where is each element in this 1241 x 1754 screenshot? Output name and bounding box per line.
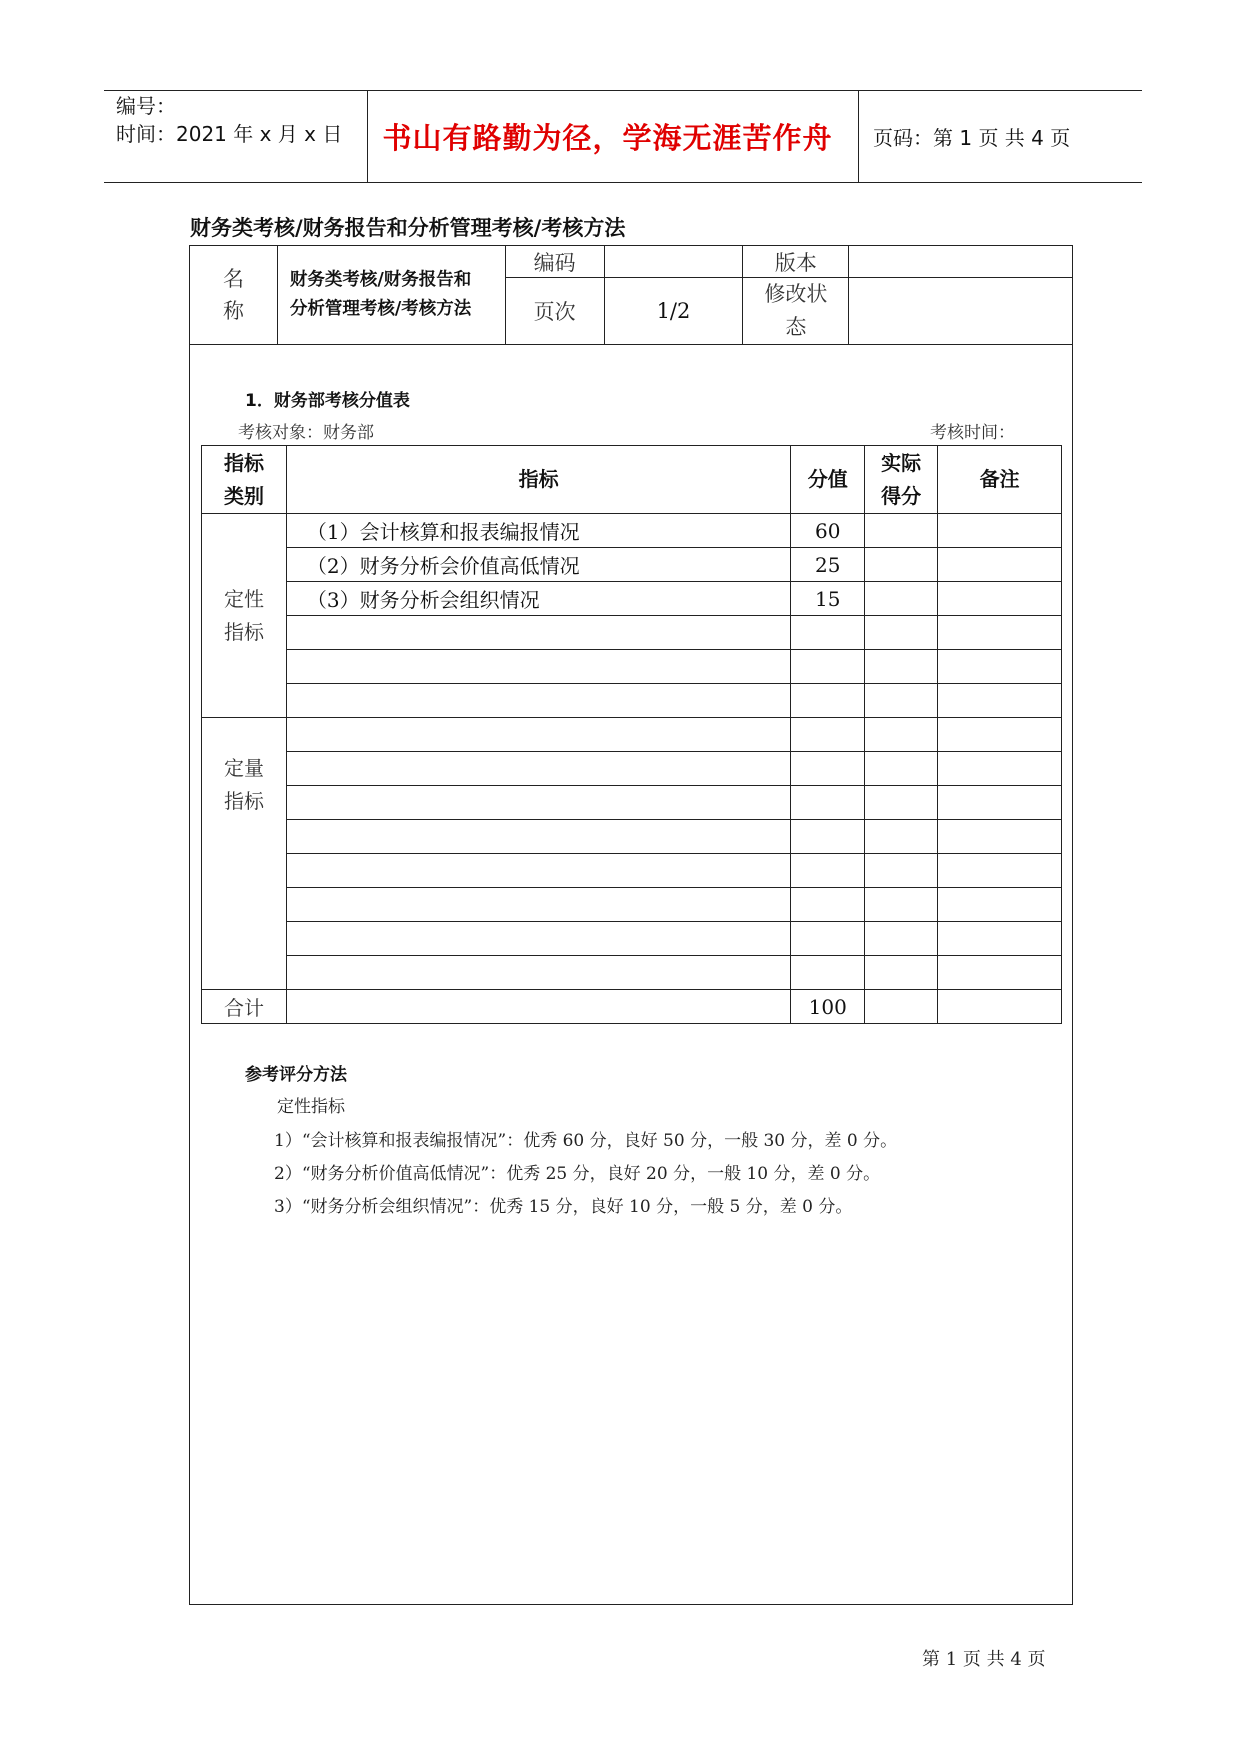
header-bottom-rule	[104, 182, 1142, 183]
table-row	[202, 514, 1062, 548]
revision-label-cell	[743, 278, 849, 345]
remark-cell	[938, 752, 1062, 786]
table-row	[202, 922, 1062, 956]
remark-cell	[938, 820, 1062, 854]
name-value-2: 分析管理考核/考核方法	[289, 299, 472, 319]
table-row	[202, 752, 1062, 786]
section-title: 1．财务部考核分值表	[245, 391, 410, 411]
total-remark-cell	[938, 990, 1062, 1024]
header-top-rule	[104, 90, 1142, 91]
score-cell	[791, 684, 865, 718]
actual-cell	[865, 514, 938, 548]
motto-text: 书山有路勤为径，学海无涯苦作舟	[382, 121, 833, 155]
actual-cell	[865, 684, 938, 718]
indicator-cell	[286, 956, 790, 990]
exam-time-label: 考核时间：	[930, 423, 1015, 443]
actual-cell	[865, 854, 938, 888]
quantitative-category	[202, 718, 287, 990]
header-indicator: 指标	[286, 446, 790, 514]
revision-label-1: 修改状	[764, 282, 828, 306]
actual-cell	[865, 718, 938, 752]
header-category	[202, 446, 287, 514]
score-cell	[791, 718, 865, 752]
remark-cell	[938, 616, 1062, 650]
actual-cell	[865, 616, 938, 650]
code-value	[604, 246, 743, 278]
remark-cell	[938, 684, 1062, 718]
actual-cell	[865, 548, 938, 582]
name-value-cell	[277, 246, 505, 345]
actual-cell	[865, 752, 938, 786]
version-label: 版本	[743, 246, 849, 278]
table-row	[202, 956, 1062, 990]
actual-cell	[865, 650, 938, 684]
name-value-1: 财务类考核/财务报告和	[289, 270, 472, 290]
score-cell: 15	[791, 582, 865, 616]
revision-label-2: 态	[785, 315, 807, 339]
indicator-cell: （1）会计核算和报表编报情况	[286, 514, 790, 548]
score-cell	[791, 854, 865, 888]
qualitative-label-1: 定性	[223, 586, 264, 611]
document-title: 财务类考核/财务报告和分析管理考核/考核方法	[190, 216, 626, 240]
table-row	[202, 582, 1062, 616]
page-footer: 第 1 页 共 4 页	[922, 1649, 1046, 1670]
header-category-2: 类别	[223, 483, 264, 508]
score-cell: 60	[791, 514, 865, 548]
table-row	[202, 888, 1062, 922]
indicator-cell	[286, 820, 790, 854]
name-label-1: 名	[222, 267, 244, 291]
indicator-cell	[286, 854, 790, 888]
table-row	[202, 786, 1062, 820]
score-cell	[791, 956, 865, 990]
quantitative-label-2: 指标	[223, 789, 264, 813]
header-score: 分值	[791, 446, 865, 514]
indicator-cell	[286, 684, 790, 718]
remark-cell	[938, 514, 1062, 548]
remark-cell	[938, 888, 1062, 922]
remark-cell	[938, 548, 1062, 582]
indicator-cell	[286, 650, 790, 684]
table-row	[202, 854, 1062, 888]
indicator-cell: （2）财务分析会价值高低情况	[286, 548, 790, 582]
header-divider-left	[367, 90, 368, 182]
total-label: 合计	[202, 990, 287, 1024]
reference-subtitle: 定性指标	[277, 1097, 345, 1117]
table-row	[202, 650, 1062, 684]
name-label-2: 称	[222, 299, 244, 323]
indicator-cell	[286, 616, 790, 650]
actual-cell	[865, 582, 938, 616]
total-indicator-cell	[286, 990, 790, 1024]
table-row	[202, 616, 1062, 650]
score-cell: 25	[791, 548, 865, 582]
actual-cell	[865, 922, 938, 956]
total-actual-cell	[865, 990, 938, 1024]
table-row	[202, 718, 1062, 752]
score-table	[201, 445, 1062, 1024]
remark-cell	[938, 854, 1062, 888]
quantitative-label-1: 定量	[223, 756, 264, 780]
page-code: 页码：第 1 页 共 4 页	[873, 126, 1071, 150]
remark-cell	[938, 786, 1062, 820]
actual-cell	[865, 888, 938, 922]
header-remark: 备注	[938, 446, 1062, 514]
indicator-cell	[286, 888, 790, 922]
table-row	[202, 548, 1062, 582]
qualitative-label-2: 指标	[223, 619, 264, 644]
reference-title: 参考评分方法	[245, 1065, 347, 1085]
indicator-cell	[286, 922, 790, 956]
indicator-cell	[286, 786, 790, 820]
code-label: 编码	[505, 246, 604, 278]
remark-cell	[938, 650, 1062, 684]
remark-cell	[938, 922, 1062, 956]
page-label: 页次	[505, 278, 604, 345]
table-row	[202, 820, 1062, 854]
revision-value	[849, 278, 1073, 345]
score-cell	[791, 888, 865, 922]
score-cell	[791, 752, 865, 786]
indicator-cell	[286, 718, 790, 752]
total-score: 100	[791, 990, 865, 1024]
serial-label: 编号：	[116, 94, 176, 118]
page-value: 1/2	[604, 278, 743, 345]
indicator-cell	[286, 752, 790, 786]
header-actual	[865, 446, 938, 514]
actual-cell	[865, 956, 938, 990]
remark-cell	[938, 956, 1062, 990]
remark-cell	[938, 582, 1062, 616]
header-category-1: 指标	[223, 450, 264, 475]
total-row	[202, 990, 1062, 1024]
reference-line: 3）“财务分析会组织情况”：优秀 15 分，良好 10 分，一般 5 分，差 0 分。	[274, 1197, 853, 1217]
score-cell	[791, 650, 865, 684]
score-cell	[791, 922, 865, 956]
header-actual-2: 得分	[881, 483, 922, 508]
reference-line: 1）“会计核算和报表编报情况”：优秀 60 分，良好 50 分，一般 30 分，差 0 分。	[274, 1131, 898, 1151]
qualitative-category	[202, 514, 287, 718]
table-row	[202, 684, 1062, 718]
actual-cell	[865, 786, 938, 820]
header-actual-1: 实际	[881, 450, 922, 475]
info-table	[189, 245, 1073, 345]
score-cell	[791, 786, 865, 820]
time-label: 时间：2021 年 x 月 x 日	[116, 122, 343, 146]
header-divider-right	[858, 90, 859, 182]
target-label: 考核对象：财务部	[238, 423, 374, 443]
score-cell	[791, 820, 865, 854]
actual-cell	[865, 820, 938, 854]
name-label-cell	[190, 246, 278, 345]
remark-cell	[938, 718, 1062, 752]
reference-line: 2）“财务分析价值高低情况”：优秀 25 分，良好 20 分，一般 10 分，差 0 分。	[274, 1164, 881, 1184]
score-cell	[791, 616, 865, 650]
indicator-cell: （3）财务分析会组织情况	[286, 582, 790, 616]
version-value	[849, 246, 1073, 278]
